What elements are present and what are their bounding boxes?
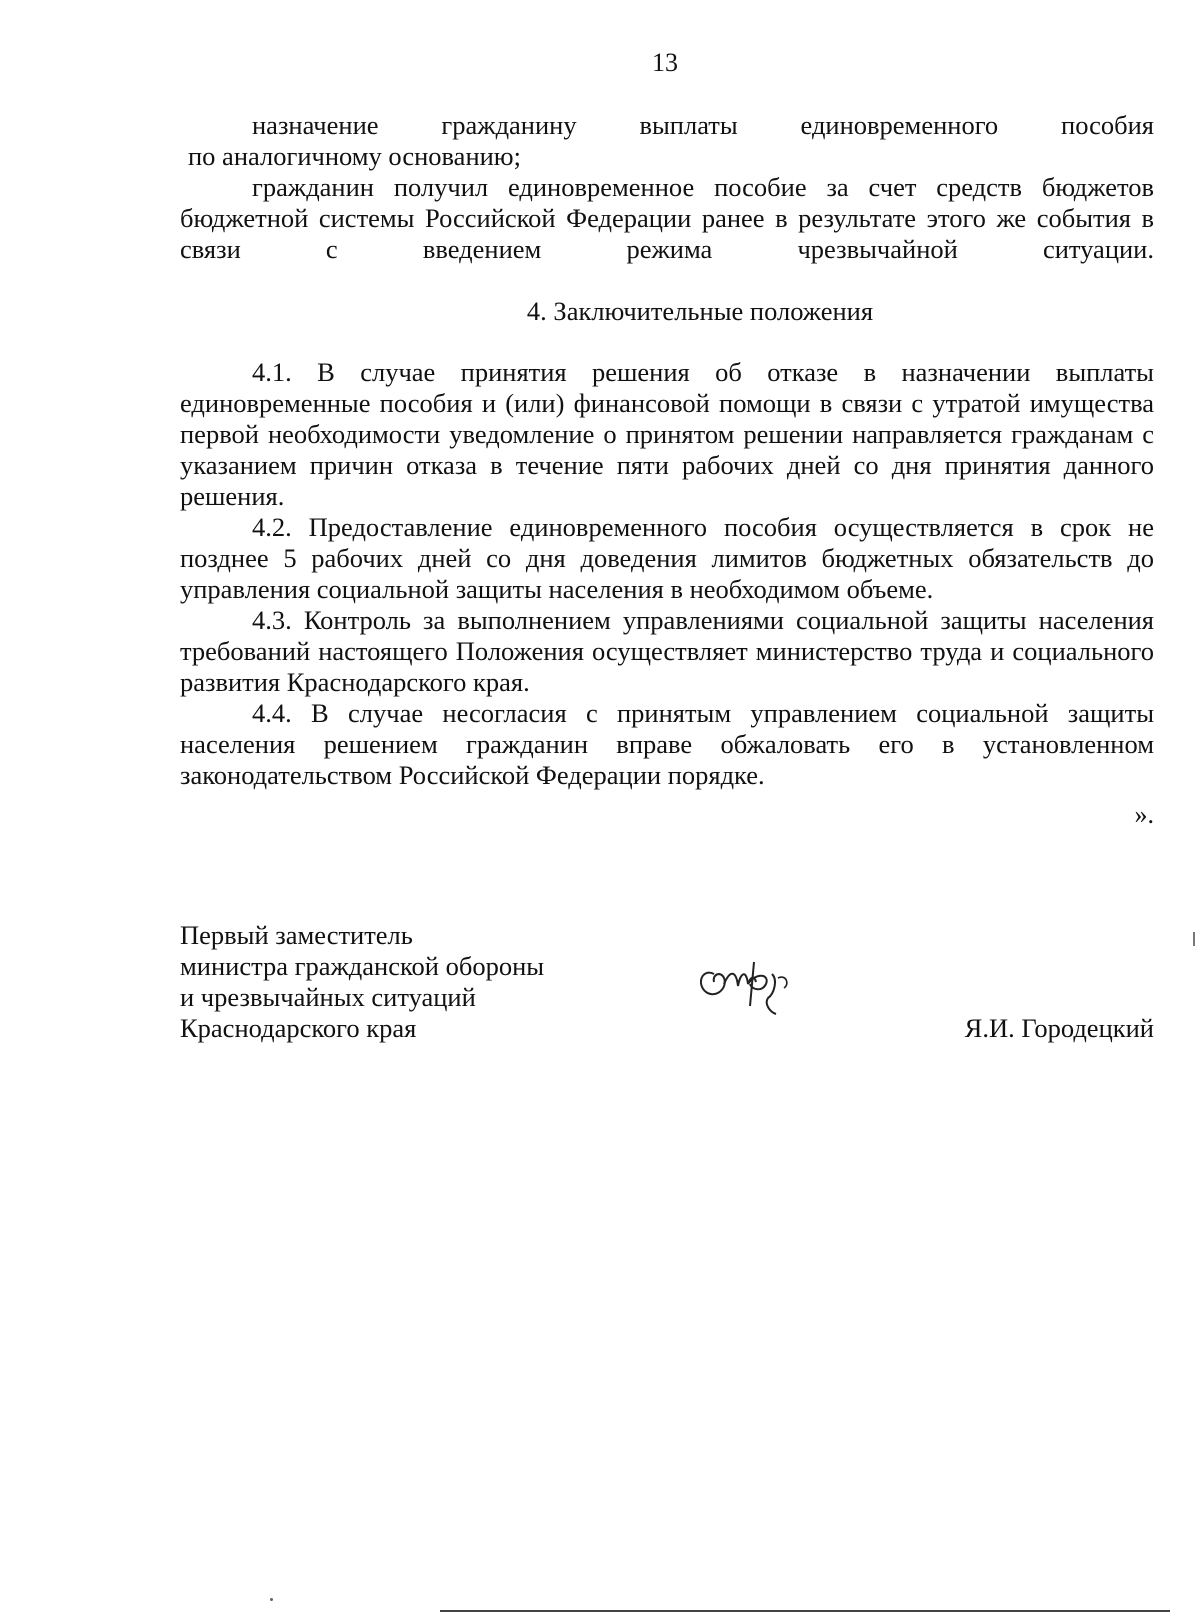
position-line-4: Краснодарского края xyxy=(180,1013,417,1043)
scan-edge-mark xyxy=(1193,932,1195,946)
paragraph-4-3: 4.3. Контроль за выполнением управлениями социальной защиты населения требований настоящего Положения осуществляет министерство труда и социального развития Краснодарского края. xyxy=(180,605,1154,697)
intro-line-1: назначение гражданину выплаты единовременного пособия xyxy=(252,110,1154,140)
signatory-name: Я.И. Городецкий xyxy=(964,1013,1154,1043)
intro-paragraph-2: гражданин получил единовременное пособие за счет средств бюджетов бюджетной системы Российской Федерации ранее в результате этого же события в связи с введением режима чрезвычайной ситуации. xyxy=(180,172,1154,264)
paragraph-4-2: 4.2. Предоставление единовременного пособия осуществляется в срок не позднее 5 рабочих дней со дня доведения лимитов бюджетных обязательств до управления социальной защиты населения в необходимом объеме. xyxy=(180,512,1154,604)
position-line-2: министра гражданской обороны xyxy=(180,951,545,981)
position-line-3: и чрезвычайных ситуаций xyxy=(180,982,476,1012)
scan-dot xyxy=(270,1598,273,1601)
section-body xyxy=(180,357,1154,791)
page-number: 13 xyxy=(652,48,678,77)
paragraph-4-4: 4.4. В случае несогласия с принятым управлением социальной защиты населения решением гражданин вправе обжаловать его в установленном законодательством Российской Федерации порядке. xyxy=(180,698,1154,790)
handwritten-signature xyxy=(694,944,804,1034)
intro-line-2: по аналогичному основанию; xyxy=(188,141,521,171)
paragraph-4-1: 4.1. В случае принятия решения об отказе в назначении выплаты единовременные пособия и (или) финансовой помощи в связи с утратой имущества первой необходимости уведомление о принятом решении направляется гражданам с указанием причин отказа в течение пяти рабочих дней со дня принятия данного решения. xyxy=(180,357,1154,511)
intro-block xyxy=(180,110,1154,265)
bottom-rule xyxy=(440,1610,1170,1612)
signatory-position xyxy=(180,920,544,1044)
closing-quote: ». xyxy=(1134,800,1154,829)
position-line-1: Первый заместитель xyxy=(180,920,413,950)
section-heading: 4. Заключительные положения xyxy=(526,296,874,326)
